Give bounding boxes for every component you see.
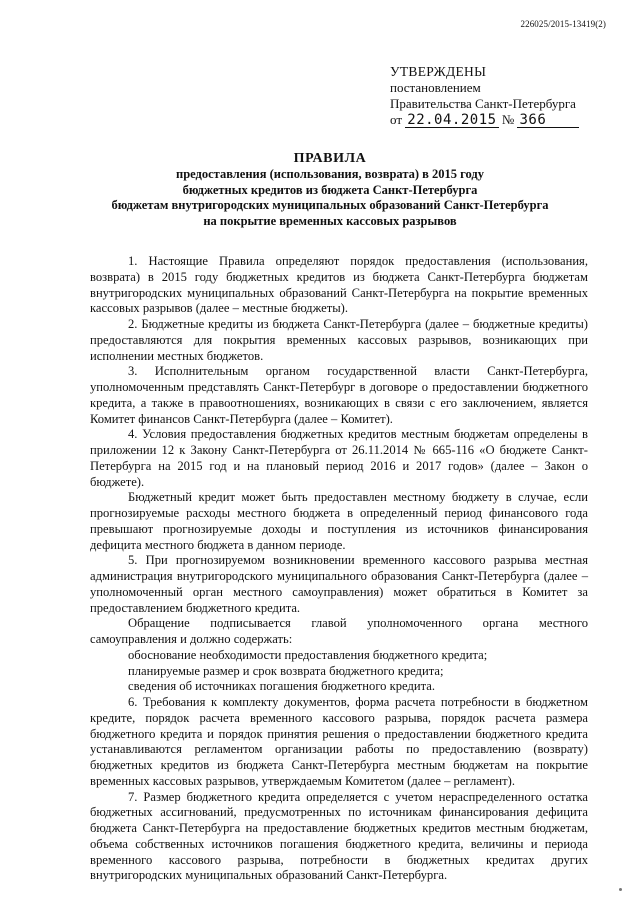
approval-block <box>390 64 579 128</box>
paragraph-5-request: Обращение подписывается главой уполномоченного органа местного самоуправления и должно содержать: <box>90 616 588 646</box>
approval-date-line <box>390 112 579 128</box>
approval-heading: УТВЕРЖДЕНЫ <box>390 64 487 79</box>
approval-from-label: от <box>390 112 403 127</box>
document-number: 226025/2015-13419(2) <box>520 19 606 29</box>
paragraph-3: 3. Исполнительным органом государственной власти Санкт-Петербурга, уполномоченным представлять Санкт-Петербург в договоре о предоставлении бюджетного кредита, а также в правоотношениях, возникающих в связи с его заключением, является Комитет финансов Санкт-Петербурга (далее – Комитет). <box>90 364 588 426</box>
document-body <box>90 254 588 884</box>
approval-number: 366 <box>517 113 579 128</box>
approval-line-resolution: постановлением <box>390 80 481 95</box>
title-main: ПРАВИЛА <box>293 151 367 166</box>
request-item: планируемые размер и срок возврата бюджетного кредита; <box>128 663 444 678</box>
paragraph-5: 5. При прогнозируемом возникновении временного кассового разрыва местная администрация внутригородского муниципального образования Санкт-Петербурга (далее – уполномоченный орган местного самоуправления) может обратиться в Комитет за предоставлением бюджетного кредита. <box>90 553 588 615</box>
title-line: предоставления (использования, возврата) в 2015 году <box>176 167 484 181</box>
paragraph-1: 1. Настоящие Правила определяют порядок предоставления (использования, возврата) в 2015 году бюджетных кредитов из бюджета Санкт-Петербурга бюджетам внутригородских муниципальных образований Санкт-Петербурга на покрытие временных кассовых разрывов (далее – местные бюджеты). <box>90 254 588 316</box>
paragraph-2: 2. Бюджетные кредиты из бюджета Санкт-Петербурга (далее – бюджетные кредиты) предоставляются для покрытия временных кассовых разрывов, возникающих при исполнении местных бюджетов. <box>90 317 588 363</box>
title-line: бюджетных кредитов из бюджета Санкт-Петербурга <box>182 182 478 197</box>
approval-number-label: № <box>501 112 515 127</box>
title-line: на покрытие временных кассовых разрывов <box>203 213 457 228</box>
scan-speck <box>619 888 622 891</box>
paragraph-7: 7. Размер бюджетного кредита определяется с учетом нераспределенного остатка бюджетных ассигнований, предусмотренных по источникам финансирования дефицита бюджета Санкт-Петербурга на предоставление бюджетных кредитов местным бюджетам, объема собственных источников погашения бюджетного кредита, величины и периода временного кассового разрыва, потребности в бюджетных кредитах других внутригородских муниципальных образований Санкт-Петербурга. <box>90 789 588 883</box>
title-line: бюджетам внутригородских муниципальных образований Санкт-Петербурга <box>111 198 549 212</box>
paragraph-6: 6. Требования к комплекту документов, форма расчета потребности в бюджетном кредите, порядок расчета временного кассового разрыва, порядок расчета размера бюджетного кредита и порядок принятия решения о предоставлении бюджетного кредита устанавливаются регламентом организации работы по предоставлению (возврату) бюджетных кредитов из бюджета Санкт-Петербурга местным бюджетам на покрытие временных кассовых разрывов, утверждаемым Комитетом (далее – регламент). <box>90 695 588 788</box>
paragraph-4-continued: Бюджетный кредит может быть предоставлен местному бюджету в случае, если прогнозируемые расходы местного бюджета в определенный период финансового года превышают прогнозируемые доходы и поступления из источников финансирования дефицита местного бюджета в данном периоде. <box>90 490 588 552</box>
approval-date: 22.04.2015 <box>407 112 497 128</box>
paragraph-4: 4. Условия предоставления бюджетных кредитов местным бюджетам определены в приложении 12 к Закону Санкт-Петербурга от 26.11.2014 № 665-116 «О бюджете Санкт-Петербурга на 2015 год и на плановый период 2016 и 2017 годов» (далее – Закон о бюджете). <box>90 427 588 489</box>
request-item: обоснование необходимости предоставления бюджетного кредита; <box>128 647 488 662</box>
request-item: сведения об источниках погашения бюджетного кредита. <box>128 679 435 694</box>
document-title <box>80 150 580 229</box>
approval-line-government: Правительства Санкт-Петербурга <box>390 96 576 111</box>
